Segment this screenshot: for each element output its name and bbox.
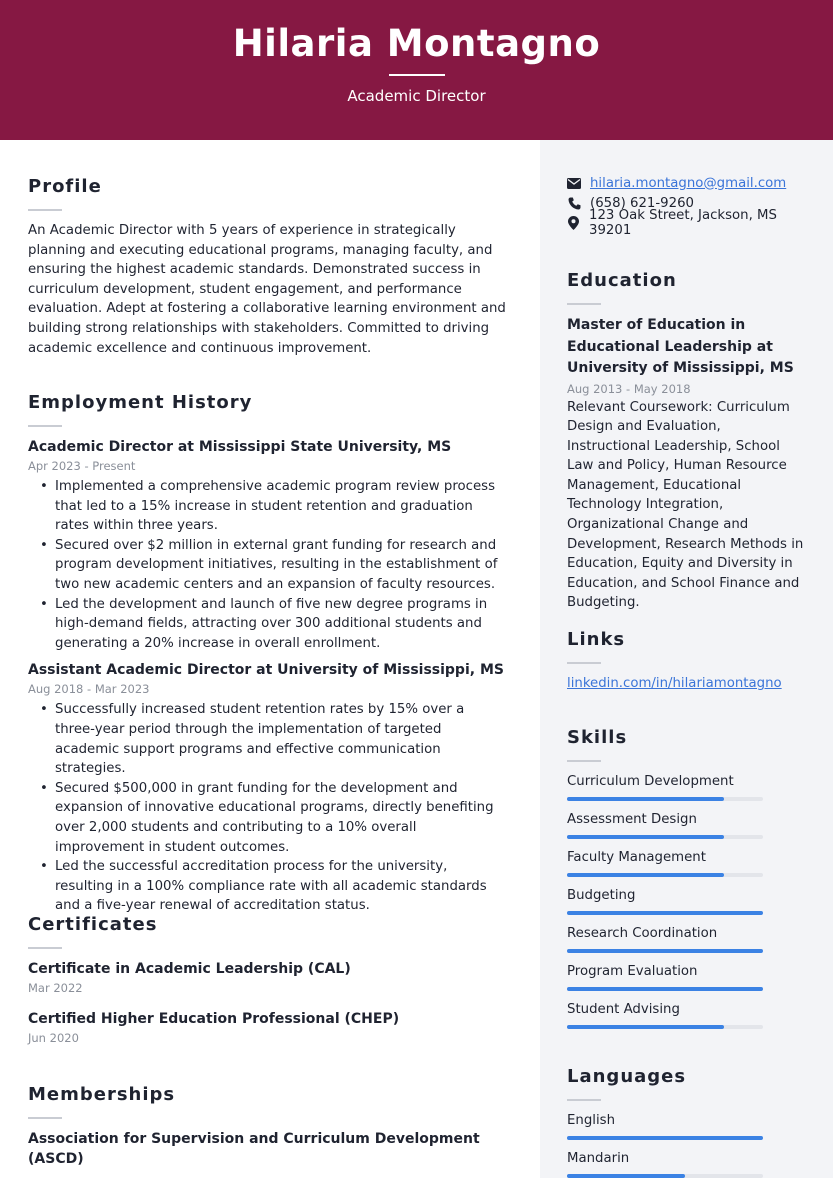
skill-name: Faculty Management	[567, 850, 706, 865]
job-bullet: • Successfully increased student retention rates by 15% over a three-year period through the implementation of targeted academic support programs and effective communication strategies.	[28, 700, 508, 778]
level-bar	[567, 1174, 763, 1178]
candidate-role: Academic Director	[347, 87, 486, 105]
languages-heading: Languages	[567, 1066, 687, 1087]
level-bar-fill	[567, 873, 724, 877]
skill-name: Curriculum Development	[567, 774, 734, 789]
contact-address: 123 Oak Street, Jackson, MS 39201	[589, 208, 777, 238]
job-bullet: • Implemented a comprehensive academic program review process that led to a 15% increase in student retention and graduation rates within three years.	[28, 477, 508, 536]
skill-item	[567, 886, 807, 915]
skill-item	[567, 810, 807, 839]
education-details: Relevant Coursework: Curriculum Design and Evaluation, Instructional Leadership, School Law and Policy, Human Resource Management, Educational Technology Integration, Organizational Change and Development, Research Methods in Education, Equity and Diversity in Education, and School Finance and Budgeting.	[567, 399, 804, 611]
certificate-name: Certificate in Academic Leadership (CAL)	[28, 961, 351, 977]
level-bar	[567, 835, 763, 839]
memberships-section	[28, 1084, 508, 1169]
skill-item	[567, 924, 807, 953]
section-divider	[28, 947, 62, 949]
job-date: Apr 2023 - Present	[28, 459, 136, 473]
skill-name: Student Advising	[567, 1002, 680, 1017]
job-title: Assistant Academic Director at University of Mississippi, MS	[28, 662, 504, 679]
job-bullet: • Led the successful accreditation process for the university, resulting in a 100% compliance rate with all academic standards and a five-year renewal of accreditation status.	[28, 857, 508, 916]
header-divider	[389, 74, 445, 76]
job-entry	[28, 660, 508, 916]
job-bullets	[28, 477, 508, 653]
section-divider	[28, 425, 62, 427]
map-pin-icon	[567, 216, 580, 230]
certificate-date: Mar 2022	[28, 981, 83, 995]
envelope-icon	[567, 176, 581, 190]
level-bar-fill	[567, 1174, 685, 1178]
employment-heading: Employment History	[28, 392, 253, 413]
membership-name: Association for Supervision and Curriculum Development (ASCD)	[28, 1131, 480, 1167]
section-divider	[567, 662, 601, 664]
education-heading: Education	[567, 270, 677, 291]
skill-name: Budgeting	[567, 888, 636, 903]
job-bullet: • Secured $500,000 in grant funding for the development and expansion of innovative educational programs, directly benefiting over 2,000 students and contributing to a 10% overall improvement in student outcomes.	[28, 779, 508, 857]
certificate-name: Certified Higher Education Professional (CHEP)	[28, 1011, 400, 1027]
language-name: Mandarin	[567, 1151, 630, 1166]
section-divider	[28, 1117, 62, 1119]
education-date: Aug 2013 - May 2018	[567, 381, 691, 396]
skills-section	[567, 727, 807, 1029]
language-item	[567, 1149, 807, 1178]
skill-item	[567, 962, 807, 991]
contact-block	[567, 173, 807, 238]
job-date: Aug 2018 - Mar 2023	[28, 682, 150, 697]
level-bar-fill	[567, 911, 763, 915]
level-bar	[567, 797, 763, 801]
skill-item	[567, 1000, 807, 1029]
level-bar-fill	[567, 835, 724, 839]
contact-email-row[interactable]	[567, 173, 807, 193]
profile-heading: Profile	[28, 176, 102, 197]
level-bar-fill	[567, 949, 763, 953]
section-divider	[567, 1099, 601, 1101]
language-item	[567, 1111, 807, 1140]
level-bar	[567, 911, 763, 915]
profile-text: An Academic Director with 5 years of experience in strategically planning and executing educational programs, managing faculty, and ensuring the highest academic standards. Demonstrated success in curriculum development, student engagement, and performance evaluation. Adept at fostering a collaborative learning environment and building strong relationships with stakeholders. Committed to driving academic excellence and continuous improvement.	[28, 223, 506, 356]
resume-header	[0, 0, 833, 140]
level-bar-fill	[567, 1025, 724, 1029]
candidate-name: Hilaria Montagno	[232, 22, 601, 65]
section-divider	[28, 209, 62, 211]
phone-icon	[567, 196, 581, 210]
skill-item	[567, 848, 807, 877]
section-divider	[567, 303, 601, 305]
section-divider	[567, 760, 601, 762]
language-name: English	[567, 1113, 616, 1128]
skill-name: Research Coordination	[567, 926, 718, 941]
degree-title: Master of Education in Educational Leadership at University of Mississippi, MS	[567, 317, 794, 376]
job-bullet: • Secured over $2 million in external grant funding for research and program development initiatives, resulting in the establishment of two new academic centers and an expansion of faculty resources.	[28, 536, 508, 595]
linkedin-link[interactable]: linkedin.com/in/hilariamontagno	[567, 676, 782, 691]
contact-address-row	[567, 208, 807, 238]
skills-heading: Skills	[567, 727, 628, 748]
certificates-heading: Certificates	[28, 914, 158, 935]
profile-section	[28, 176, 508, 358]
certificates-section	[28, 914, 508, 1047]
certificate-date: Jun 2020	[28, 1031, 79, 1045]
links-heading: Links	[567, 629, 626, 650]
level-bar	[567, 1025, 763, 1029]
level-bar	[567, 1136, 763, 1140]
links-section	[567, 629, 807, 694]
skills-list	[567, 772, 807, 1029]
contact-phone: (658) 621-9260	[590, 195, 694, 211]
contact-email[interactable]: hilaria.montagno@gmail.com	[590, 175, 787, 191]
level-bar-fill	[567, 987, 763, 991]
memberships-heading: Memberships	[28, 1084, 176, 1105]
languages-list	[567, 1111, 807, 1178]
job-bullets	[28, 700, 508, 916]
level-bar-fill	[567, 1136, 763, 1140]
level-bar	[567, 949, 763, 953]
skill-name: Program Evaluation	[567, 964, 698, 979]
job-title: Academic Director at Mississippi State University, MS	[28, 439, 452, 455]
languages-section	[567, 1066, 807, 1178]
job-entry	[28, 437, 508, 653]
skill-name: Assessment Design	[567, 812, 697, 827]
education-section	[567, 270, 807, 613]
employment-section	[28, 392, 508, 916]
level-bar	[567, 873, 763, 877]
level-bar-fill	[567, 797, 724, 801]
level-bar	[567, 987, 763, 991]
skill-item	[567, 772, 807, 801]
job-bullet: • Led the development and launch of five new degree programs in high-demand fields, attracting over 300 additional students and generating a 20% increase in overall enrollment.	[28, 595, 508, 654]
